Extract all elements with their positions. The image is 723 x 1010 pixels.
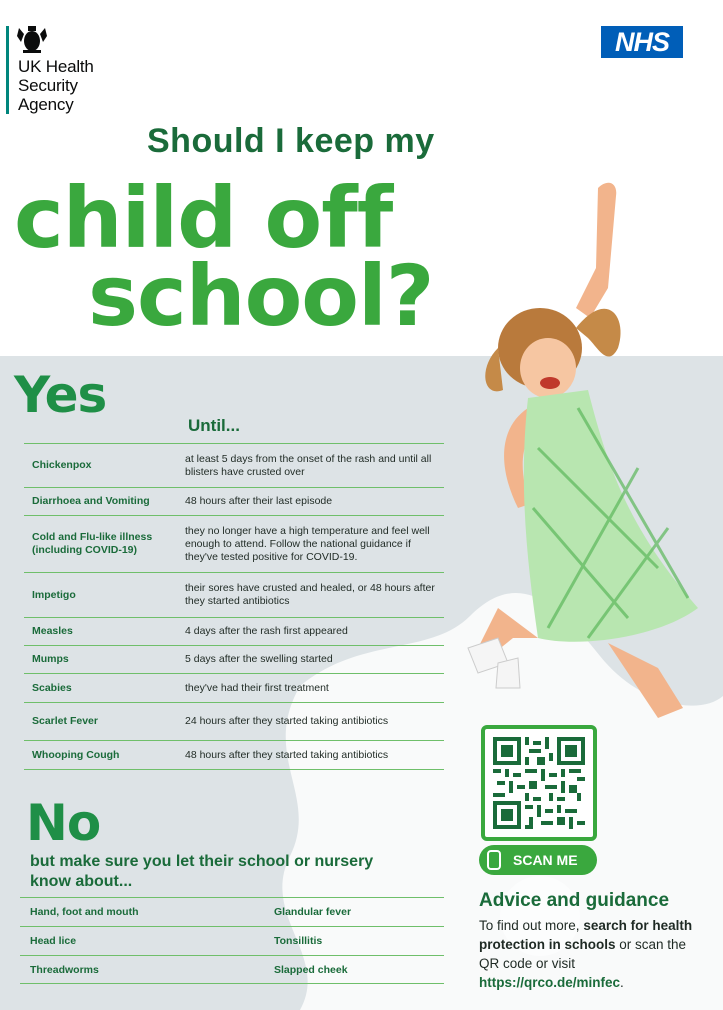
until-text: 24 hours after they started taking antibiotics [185,715,389,727]
until-text: 48 hours after their last episode [185,495,333,507]
condition-name: Scarlet Fever [32,715,98,727]
table-row [24,740,444,770]
advice-search-terms: search for health protection in schools [479,918,693,952]
qr-code-pattern [493,737,585,829]
condition-name: Hand, foot and mouth [30,906,139,918]
scan-me-label: SCAN ME [513,852,578,868]
advice-text-end: . [620,975,624,990]
table-row [24,487,444,515]
until-heading: Until... [188,416,240,435]
no-table [20,897,444,984]
table-row [20,926,444,955]
no-subheading: but make sure you let their school or nursery know about... [30,853,374,890]
condition-name: Scabies [32,681,72,694]
table-row [24,617,444,645]
royal-crest-icon [15,24,49,54]
condition-name: Mumps [32,653,69,665]
table-row [24,673,444,702]
jumping-girl-image [458,168,720,728]
until-text: 48 hours after they started taking antibiotics [185,748,389,761]
yes-heading: Yes [14,366,107,424]
until-text: 4 days after the rash first appeared [185,625,348,637]
no-heading: No [26,794,101,852]
until-text: at least 5 days from the onset of the rash and until all blisters have crusted over [185,452,432,478]
headline-question: Should I keep my [147,122,435,160]
condition-name: Impetigo [32,588,76,601]
phone-icon [487,850,501,870]
table-row [24,702,444,740]
condition-name: Whooping Cough [32,748,120,761]
condition-name: Tonsillitis [274,935,323,947]
condition-name: Glandular fever [274,906,352,918]
until-text: they've had their first treatment [185,681,329,694]
table-row [24,515,444,572]
until-text: 5 days after the swelling started [185,653,333,665]
advice-link[interactable]: https://qrco.de/minfec [479,975,621,990]
yes-table [24,443,444,770]
qr-code[interactable] [481,725,597,841]
advice-title: Advice and guidance [479,890,670,911]
condition-name: Threadworms [30,963,99,976]
scan-me-badge[interactable] [479,845,597,875]
condition-name: Diarrhoea and Vomiting [32,495,150,507]
headline-big-line2: school? [88,247,434,345]
until-text: they no longer have a high temperature and feel well enough to attend. Follow the national guidance if they've tested positive for COVID-19. [185,524,430,563]
advice-text [479,916,709,992]
table-row [20,897,444,926]
condition-name: Measles [32,625,73,637]
condition-name: Slapped cheek [274,963,348,976]
ukhsa-logo [6,24,126,116]
logo-bar [6,26,9,114]
org-name: UK Health Security Agency [18,57,94,114]
table-row [20,955,444,984]
condition-name: Chickenpox [32,459,92,471]
nhs-logo: NHS [601,26,683,58]
advice-text-part: To find out more, [479,918,584,933]
headline-big-line1: child off [14,169,393,267]
condition-name: Head lice [30,935,77,947]
condition-name: Cold and Flu-like illness (including COVID-19) [32,531,153,556]
until-text: their sores have crusted and healed, or 48 hours after they started antibiotics [185,582,435,607]
table-row [24,572,444,617]
advice-text-part: or scan the QR code or visit [479,937,687,971]
table-row [24,645,444,673]
table-row [24,443,444,487]
